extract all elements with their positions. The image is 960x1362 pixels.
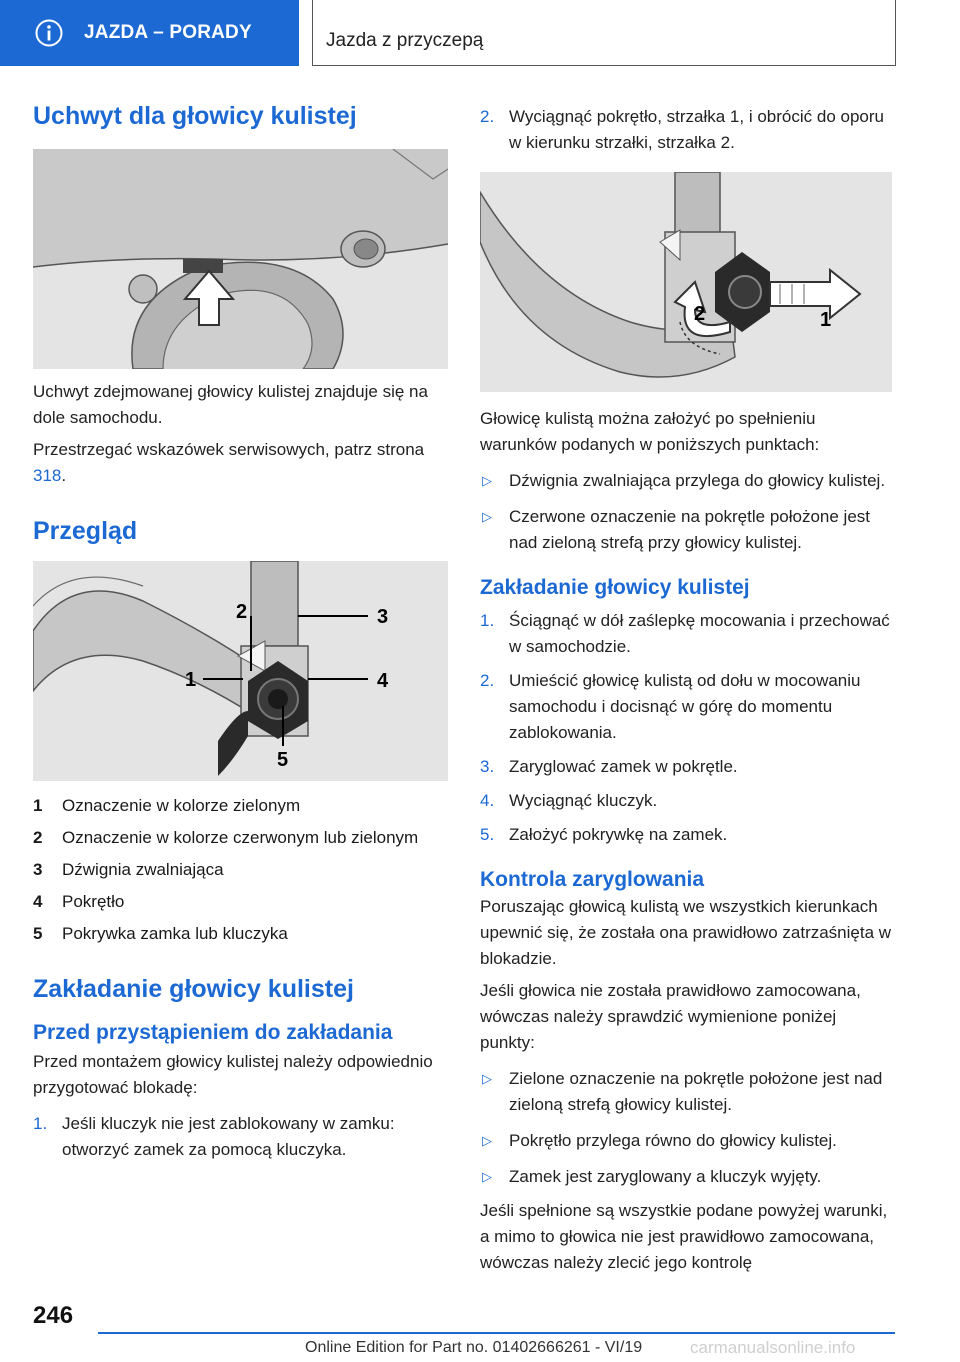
legend-number: 3 — [33, 860, 43, 879]
legend-number: 1 — [33, 796, 43, 815]
step-text: Umieścić głowicę kulistą od dołu w mocowaniu samochodu i docisnąć w górę do momentu zablokowania. — [509, 671, 861, 742]
page-number: 246 — [33, 1302, 74, 1329]
legend-number: 5 — [33, 924, 43, 943]
steps-continued-list — [480, 104, 892, 156]
left-column — [33, 100, 448, 1163]
section-title: JAZDA – PORADY — [84, 22, 252, 43]
step-number: 2. — [480, 107, 495, 126]
figure-mount-location — [33, 149, 448, 369]
figure-overview — [33, 561, 448, 781]
legend-item — [33, 857, 448, 883]
heading-install-steps: Zakładanie głowicy kulistej — [480, 576, 750, 599]
arrow-label-2: 2 — [694, 303, 706, 325]
watermark: carmanualsonline.info — [690, 1338, 856, 1357]
step-number: 1. — [33, 1114, 48, 1133]
triangle-bullet-icon: ▷ — [482, 1133, 492, 1148]
bullet-item — [480, 468, 892, 494]
step-text: Wyciągnąć pokrętło, strzałka 1, i obrócić do oporu w kierunku strzałki, strzałka 2. — [509, 107, 884, 152]
edition-info: Online Edition for Part no. 01402666261 - VI/19 — [305, 1339, 643, 1356]
callout-1: 1 — [185, 669, 197, 691]
service-note-end: . — [61, 466, 67, 485]
steps-before-list — [33, 1111, 448, 1163]
paragraph-mount-location: Uchwyt zdejmowanej głowicy kulistej znajduje się na dole samochodu. — [33, 382, 428, 427]
heading-install: Zakładanie głowicy kulistej — [33, 975, 354, 1003]
step-item — [480, 104, 892, 156]
bullet-text: Zamek jest zaryglowany a kluczyk wyjęty. — [509, 1167, 822, 1186]
step-item — [480, 754, 892, 780]
bullet-text: Zielone oznaczenie na pokrętle położone jest nad zieloną strefą głowicy kulistej. — [509, 1069, 883, 1114]
heading-mount: Uchwyt dla głowicy kulistej — [33, 102, 357, 130]
paragraph-check-2: Jeśli głowica nie została prawidłowo zamocowana, wówczas należy sprawdzić wymienione poniżej punkty: — [480, 981, 861, 1052]
step-item — [480, 788, 892, 814]
step-item — [480, 608, 892, 660]
arrow-label-1: 1 — [820, 309, 832, 331]
legend-list — [33, 793, 448, 947]
install-steps-list — [480, 608, 892, 848]
bullet-text: Dźwignia zwalniająca przylega do głowicy kulistej. — [509, 471, 886, 490]
bullet-text: Czerwone oznaczenie na pokrętle położone jest nad zieloną strefą przy głowicy kulistej. — [509, 507, 871, 552]
figure-knob-rotation — [480, 172, 892, 392]
step-item — [480, 668, 892, 746]
legend-number: 2 — [33, 828, 43, 847]
page-header — [0, 0, 960, 66]
triangle-bullet-icon: ▷ — [482, 509, 492, 524]
step-text: Założyć pokrywkę na zamek. — [509, 825, 728, 844]
knob-rotation-illustration — [480, 172, 892, 392]
paragraph-before-install: Przed montażem głowicy kulistej należy odpowiednio przygotować blokadę: — [33, 1052, 433, 1097]
legend-text: Pokrętło — [62, 892, 125, 911]
step-text: Jeśli kluczyk nie jest zablokowany w zamku: otworzyć zamek za pomocą kluczyka. — [62, 1114, 395, 1159]
step-number: 1. — [480, 611, 495, 630]
step-item — [480, 822, 892, 848]
step-number: 2. — [480, 671, 495, 690]
page-link-318[interactable]: 318 — [33, 466, 62, 485]
legend-item — [33, 921, 448, 947]
mount-location-illustration — [33, 149, 448, 369]
bullet-item — [480, 1128, 892, 1154]
info-circle-icon — [34, 18, 64, 48]
paragraph-final: Jeśli spełnione są wszystkie podane powyżej warunki, a mimo to głowica nie jest prawidłowo zamocowana, wówczas należy zlecić jego kontrolę — [480, 1201, 888, 1272]
heading-lock-check: Kontrola zaryglowania — [480, 868, 705, 891]
legend-text: Oznaczenie w kolorze zielonym — [62, 796, 301, 815]
triangle-bullet-icon: ▷ — [482, 473, 492, 488]
step-number: 5. — [480, 825, 495, 844]
step-text: Ściągnąć w dół zaślepkę mocowania i przechować w samochodzie. — [509, 611, 890, 656]
paragraph-check-1: Poruszając głowicą kulistą we wszystkich kierunkach upewnić się, że została ona prawidłowo zatrzaśnięta w blokadzie. — [480, 897, 892, 968]
check-list — [480, 1066, 892, 1190]
bullet-item — [480, 504, 892, 556]
paragraph-conditions: Głowicę kulistą można założyć po spełnieniu warunków podanych w poniższych punktach: — [480, 409, 820, 454]
legend-text: Oznaczenie w kolorze czerwonym lub zielonym — [62, 828, 419, 847]
callout-2: 2 — [236, 601, 248, 623]
legend-number: 4 — [33, 892, 43, 911]
bullet-text: Pokrętło przylega równo do głowicy kulistej. — [509, 1131, 837, 1150]
bullet-item — [480, 1066, 892, 1118]
callout-5: 5 — [277, 749, 289, 771]
legend-item — [33, 889, 448, 915]
footer-divider — [98, 1332, 895, 1334]
step-text: Wyciągnąć kluczyk. — [509, 791, 658, 810]
ball-head-overview-illustration — [33, 561, 448, 781]
legend-item — [33, 825, 448, 851]
step-number: 4. — [480, 791, 495, 810]
step-item — [33, 1111, 448, 1163]
heading-before-install: Przed przystąpieniem do zakładania — [33, 1021, 393, 1044]
triangle-bullet-icon: ▷ — [482, 1169, 492, 1184]
callout-4: 4 — [377, 670, 389, 692]
bullet-item — [480, 1164, 892, 1190]
chapter-title: Jazda z przyczepą — [326, 30, 484, 51]
triangle-bullet-icon: ▷ — [482, 1071, 492, 1086]
legend-text: Pokrywka zamka lub kluczyka — [62, 924, 288, 943]
callout-3: 3 — [377, 606, 389, 628]
legend-item — [33, 793, 448, 819]
paragraph-service-note — [33, 437, 448, 489]
section-tab — [0, 0, 299, 66]
heading-overview: Przegląd — [33, 517, 138, 545]
conditions-list — [480, 468, 892, 556]
right-column — [480, 100, 892, 1276]
legend-text: Dźwignia zwalniająca — [62, 860, 224, 879]
service-note-text: Przestrzegać wskazówek serwisowych, patrz strona — [33, 440, 425, 459]
step-number: 3. — [480, 757, 495, 776]
step-text: Zaryglować zamek w pokrętle. — [509, 757, 738, 776]
